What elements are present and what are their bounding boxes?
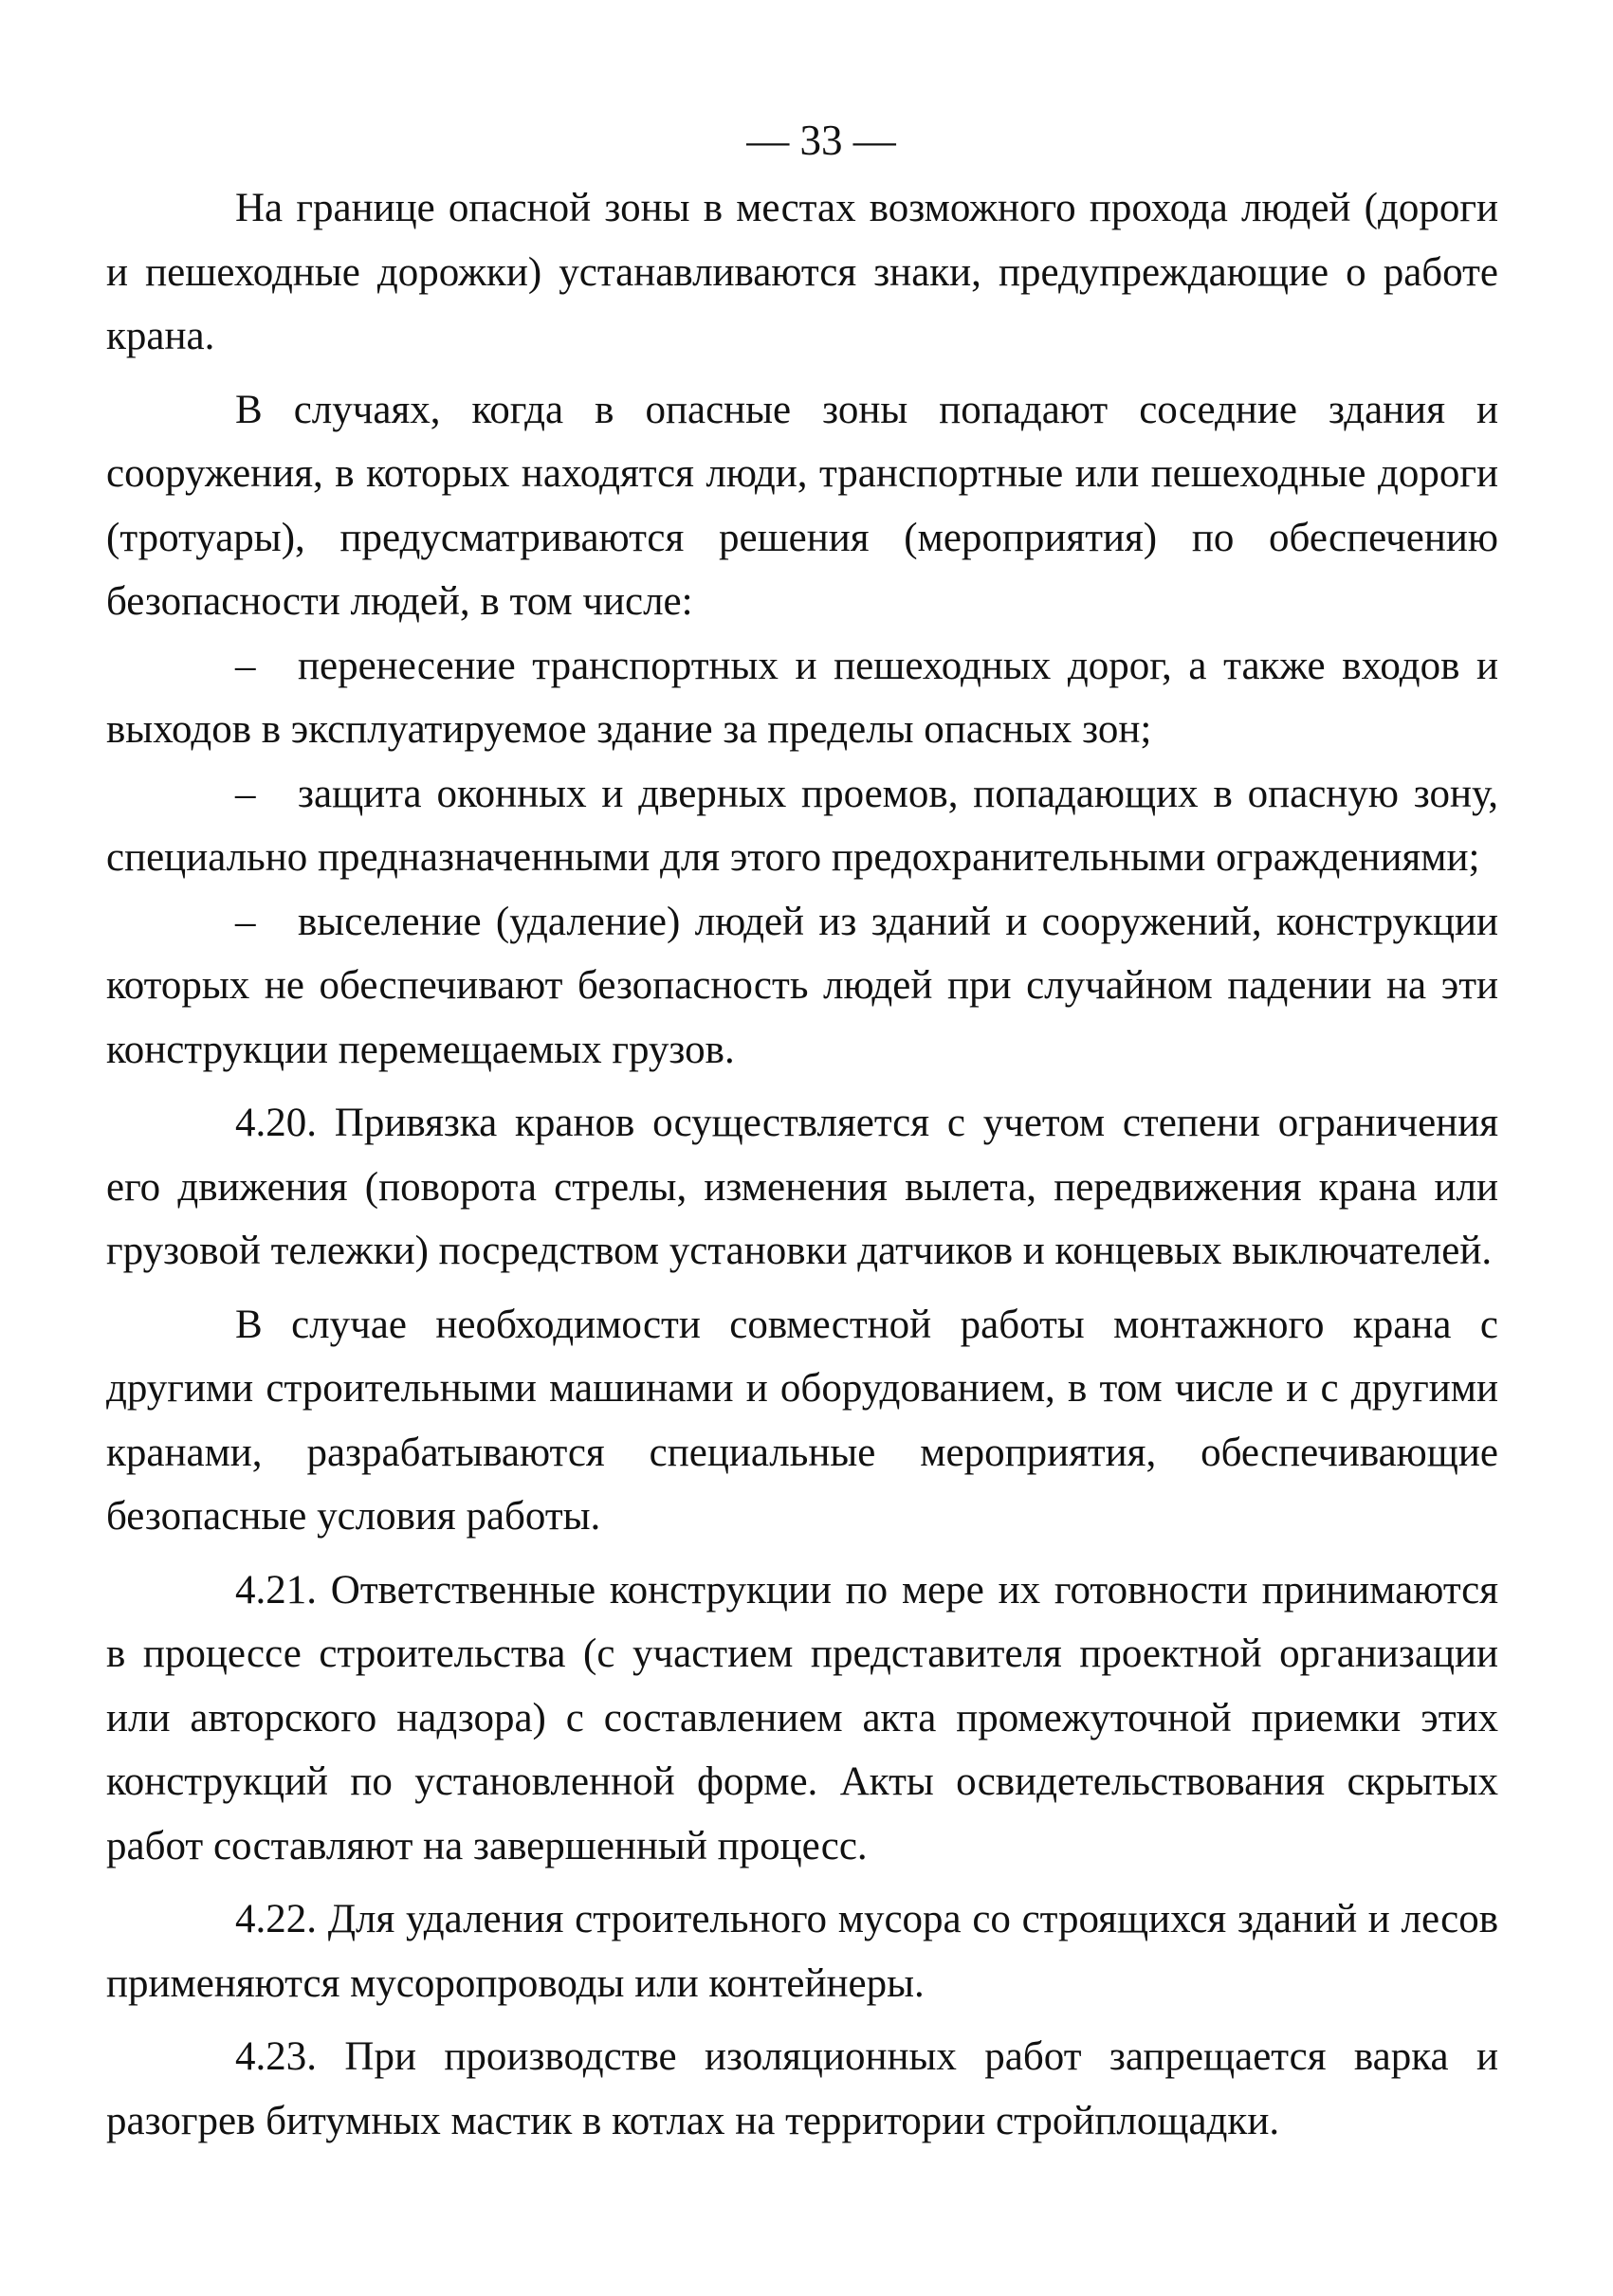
- list-item-text: выселение (удаление) людей из зданий и сооружений, конструкции которых не обеспечивают безопасность людей при случайном падении на эти конструкции перемещаемых грузов.: [106, 899, 1498, 1072]
- document-page: [106, 112, 1498, 2153]
- list-item-eviction: [106, 890, 1498, 1083]
- list-item-text: защита оконных и дверных проемов, попадающих в опасную зону, специально предназначенными для этого предохранительными ограждениями;: [106, 771, 1498, 880]
- paragraph-joint-work: В случае необходимости совместной работы монтажного крана с другими строительными машинами и оборудованием, в том числе и с другими кранами, разрабатываются специальные мероприятия, обеспечивающие безопасные условия работы.: [106, 1302, 1498, 1539]
- list-bullet: –: [235, 899, 256, 944]
- paragraph-danger-zone-signs: На границе опасной зоны в местах возможного прохода людей (дороги и пешеходные дорожки) устанавливаются знаки, предупреждающие о работе крана.: [106, 186, 1498, 358]
- paragraph-neighbor-buildings: В случаях, когда в опасные зоны попадают соседние здания и сооружения, в которых находятся люди, транспортные или пешеходные дороги (тротуары), предусматриваются решения (мероприятия) по обеспечению безопасности людей, в том числе:: [106, 387, 1498, 624]
- section-4-22: 4.22. Для удаления строительного мусора со строящихся зданий и лесов применяются мусоропроводы или контейнеры.: [106, 1897, 1498, 2006]
- list-bullet: –: [235, 771, 256, 816]
- section-4-23: 4.23. При производстве изоляционных работ запрещается варка и разогрев битумных мастик в котлах на территории стройплощадки.: [106, 2034, 1498, 2143]
- section-4-20: 4.20. Привязка кранов осуществляется с учетом степени ограничения его движения (поворота стрелы, изменения вылета, передвижения крана или грузовой тележки) посредством установки датчиков и концевых выключателей.: [106, 1101, 1498, 1273]
- list-item-relocation: [106, 634, 1498, 762]
- list-item-text: перенесение транспортных и пешеходных дорог, а также входов и выходов в эксплуатируемое здание за пределы опасных зон;: [106, 643, 1498, 752]
- list-item-protection: [106, 762, 1498, 890]
- list-bullet: –: [235, 643, 256, 688]
- page-number: — 33 —: [746, 117, 896, 164]
- section-4-21: 4.21. Ответственные конструкции по мере их готовности принимаются в процессе строительства (с участием представителя проектной организации или авторского надзора) с составлением акта промежуточной приемки этих конструкций по установленной форме. Акты освидетельствования скрытых работ составляют на завершенный процесс.: [106, 1567, 1498, 1868]
